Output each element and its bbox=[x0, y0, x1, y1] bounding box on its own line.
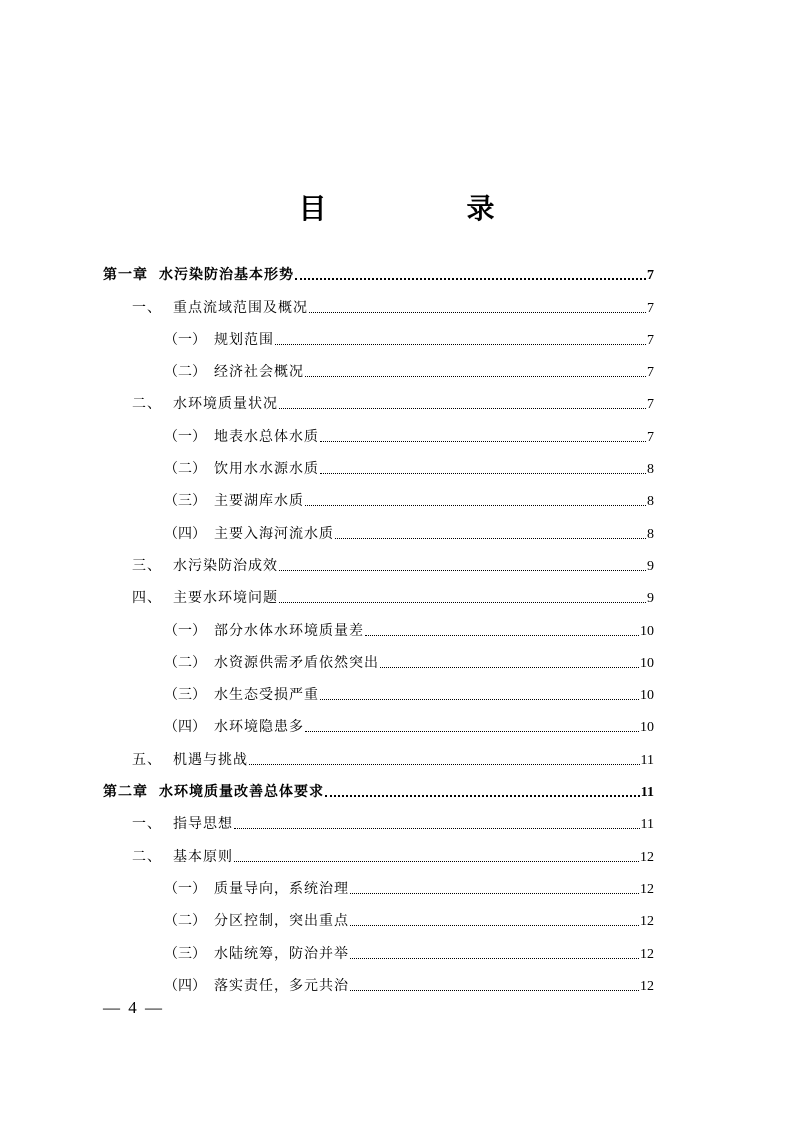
toc-entry-number: （一） bbox=[164, 880, 206, 897]
toc-leader-dots bbox=[350, 924, 639, 926]
toc-entry-page: 8 bbox=[647, 494, 654, 510]
toc-entry[interactable] bbox=[103, 833, 654, 865]
toc-entry-number: （一） bbox=[164, 331, 206, 348]
toc-leader-dots bbox=[309, 311, 646, 313]
toc-entry-page: 11 bbox=[640, 817, 654, 833]
toc-entry-label: 分区控制，突出重点 bbox=[214, 913, 349, 930]
toc-entry-number: （四） bbox=[164, 525, 206, 542]
toc-entry-label: 主要入海河流水质 bbox=[214, 525, 334, 542]
toc-entry-page: 7 bbox=[647, 429, 654, 445]
toc-entry-label: 机遇与挑战 bbox=[173, 751, 248, 768]
toc-entry[interactable] bbox=[103, 381, 654, 413]
toc-entry[interactable] bbox=[103, 478, 654, 510]
toc-entry-label: 主要湖库水质 bbox=[214, 493, 304, 510]
toc-entry[interactable] bbox=[103, 413, 654, 445]
toc-entry[interactable] bbox=[103, 446, 654, 478]
toc-entry-number: （二） bbox=[164, 913, 206, 930]
toc-entry-number: （一） bbox=[164, 428, 206, 445]
toc-entry-page: 7 bbox=[647, 268, 654, 284]
toc-entry-label: 水环境隐患多 bbox=[214, 719, 304, 736]
toc-leader-dots bbox=[320, 440, 646, 442]
toc-entry-label: 饮用水水源水质 bbox=[214, 461, 319, 478]
toc-entry[interactable] bbox=[103, 801, 654, 833]
toc-entry-label: 规划范围 bbox=[214, 331, 274, 348]
toc-entry-number: 二、 bbox=[132, 396, 162, 413]
toc-entry-label: 指导思想 bbox=[173, 816, 233, 833]
toc-entry-label: 水环境质量改善总体要求 bbox=[159, 784, 324, 801]
toc-leader-dots bbox=[279, 407, 646, 409]
toc-entry-label: 水资源供需矛盾依然突出 bbox=[214, 654, 379, 671]
toc-leader-dots bbox=[380, 666, 639, 668]
toc-entry-page: 12 bbox=[640, 978, 654, 994]
toc-entry-label: 水环境质量状况 bbox=[173, 396, 278, 413]
toc-entry[interactable] bbox=[103, 252, 654, 284]
toc-entry-page: 7 bbox=[647, 332, 654, 348]
toc-entry-label: 水污染防治基本形势 bbox=[159, 267, 294, 284]
toc-entry-label: 水污染防治成效 bbox=[173, 557, 278, 574]
toc-leader-dots bbox=[234, 827, 640, 829]
toc-leader-dots bbox=[279, 601, 646, 603]
toc-entry[interactable] bbox=[103, 704, 654, 736]
toc-leader-dots bbox=[350, 957, 639, 959]
toc-entry-label: 经济社会概况 bbox=[214, 364, 304, 381]
toc-entry-label: 基本原则 bbox=[173, 848, 233, 865]
toc-entry[interactable] bbox=[103, 317, 654, 349]
toc-list bbox=[103, 252, 654, 995]
toc-entry[interactable] bbox=[103, 736, 654, 768]
toc-entry-page: 12 bbox=[640, 881, 654, 897]
toc-entry[interactable] bbox=[103, 640, 654, 672]
toc-leader-dots bbox=[350, 892, 639, 894]
page-number: — 4 — bbox=[103, 998, 164, 1017]
toc-entry[interactable] bbox=[103, 769, 654, 801]
toc-entry-number: （四） bbox=[164, 977, 206, 994]
toc-leader-dots bbox=[365, 634, 639, 636]
toc-entry[interactable] bbox=[103, 866, 654, 898]
toc-entry[interactable] bbox=[103, 607, 654, 639]
toc-entry-number: 第二章 bbox=[103, 784, 148, 801]
toc-leader-dots bbox=[305, 504, 646, 506]
toc-entry[interactable] bbox=[103, 284, 654, 316]
toc-entry-number: （三） bbox=[164, 945, 206, 962]
toc-entry-label: 质量导向，系统治理 bbox=[214, 880, 349, 897]
toc-entry-page: 8 bbox=[647, 462, 654, 478]
toc-leader-dots bbox=[295, 277, 646, 280]
toc-entry-number: （二） bbox=[164, 654, 206, 671]
toc-entry-page: 9 bbox=[647, 591, 654, 607]
toc-leader-dots bbox=[350, 989, 639, 991]
toc-entry-page: 12 bbox=[640, 849, 654, 865]
toc-entry-number: （三） bbox=[164, 687, 206, 704]
toc-leader-dots bbox=[335, 537, 646, 539]
toc-entry-number: 四、 bbox=[132, 590, 162, 607]
toc-entry-number: 二、 bbox=[132, 848, 162, 865]
toc-entry-number: 一、 bbox=[132, 816, 162, 833]
toc-entry[interactable] bbox=[103, 672, 654, 704]
toc-entry-page: 9 bbox=[647, 558, 654, 574]
toc-entry-page: 7 bbox=[647, 397, 654, 413]
toc-leader-dots bbox=[320, 472, 646, 474]
toc-entry-label: 水陆统筹，防治并举 bbox=[214, 945, 349, 962]
toc-entry-number: （三） bbox=[164, 493, 206, 510]
toc-leader-dots bbox=[279, 569, 646, 571]
toc-entry-page: 10 bbox=[640, 720, 654, 736]
toc-leader-dots bbox=[305, 730, 639, 732]
toc-entry[interactable] bbox=[103, 898, 654, 930]
toc-entry[interactable] bbox=[103, 510, 654, 542]
toc-entry-label: 部分水体水环境质量差 bbox=[214, 622, 364, 639]
toc-entry-label: 地表水总体水质 bbox=[214, 428, 319, 445]
toc-entry-page: 7 bbox=[647, 365, 654, 381]
toc-entry-page: 10 bbox=[640, 688, 654, 704]
toc-entry[interactable] bbox=[103, 349, 654, 381]
toc-entry-label: 水生态受损严重 bbox=[214, 687, 319, 704]
toc-leader-dots bbox=[320, 698, 639, 700]
toc-leader-dots bbox=[325, 794, 640, 797]
toc-entry-number: （四） bbox=[164, 719, 206, 736]
toc-entry-page: 10 bbox=[640, 623, 654, 639]
toc-entry-label: 落实责任，多元共治 bbox=[214, 977, 349, 994]
toc-entry-number: （二） bbox=[164, 461, 206, 478]
toc-entry-page: 11 bbox=[640, 752, 654, 768]
toc-title: 目 录 bbox=[298, 191, 551, 225]
toc-leader-dots bbox=[249, 763, 640, 765]
toc-entry-number: 五、 bbox=[132, 751, 162, 768]
toc-entry-label: 主要水环境问题 bbox=[173, 590, 278, 607]
toc-entry[interactable] bbox=[103, 575, 654, 607]
toc-entry-page: 11 bbox=[640, 785, 654, 801]
toc-entry[interactable] bbox=[103, 930, 654, 962]
toc-leader-dots bbox=[275, 343, 646, 345]
toc-entry-page: 7 bbox=[647, 300, 654, 316]
toc-entry-number: 三、 bbox=[132, 557, 162, 574]
toc-leader-dots bbox=[305, 375, 646, 377]
toc-entry-page: 8 bbox=[647, 526, 654, 542]
toc-entry[interactable] bbox=[103, 963, 654, 995]
toc-entry-number: （二） bbox=[164, 364, 206, 381]
toc-entry-page: 10 bbox=[640, 655, 654, 671]
toc-entry-label: 重点流域范围及概况 bbox=[173, 299, 308, 316]
toc-entry-page: 12 bbox=[640, 946, 654, 962]
toc-entry[interactable] bbox=[103, 543, 654, 575]
toc-entry-page: 12 bbox=[640, 914, 654, 930]
toc-leader-dots bbox=[234, 860, 639, 862]
toc-entry-number: 一、 bbox=[132, 299, 162, 316]
toc-entry-number: （一） bbox=[164, 622, 206, 639]
toc-entry-number: 第一章 bbox=[103, 267, 148, 284]
